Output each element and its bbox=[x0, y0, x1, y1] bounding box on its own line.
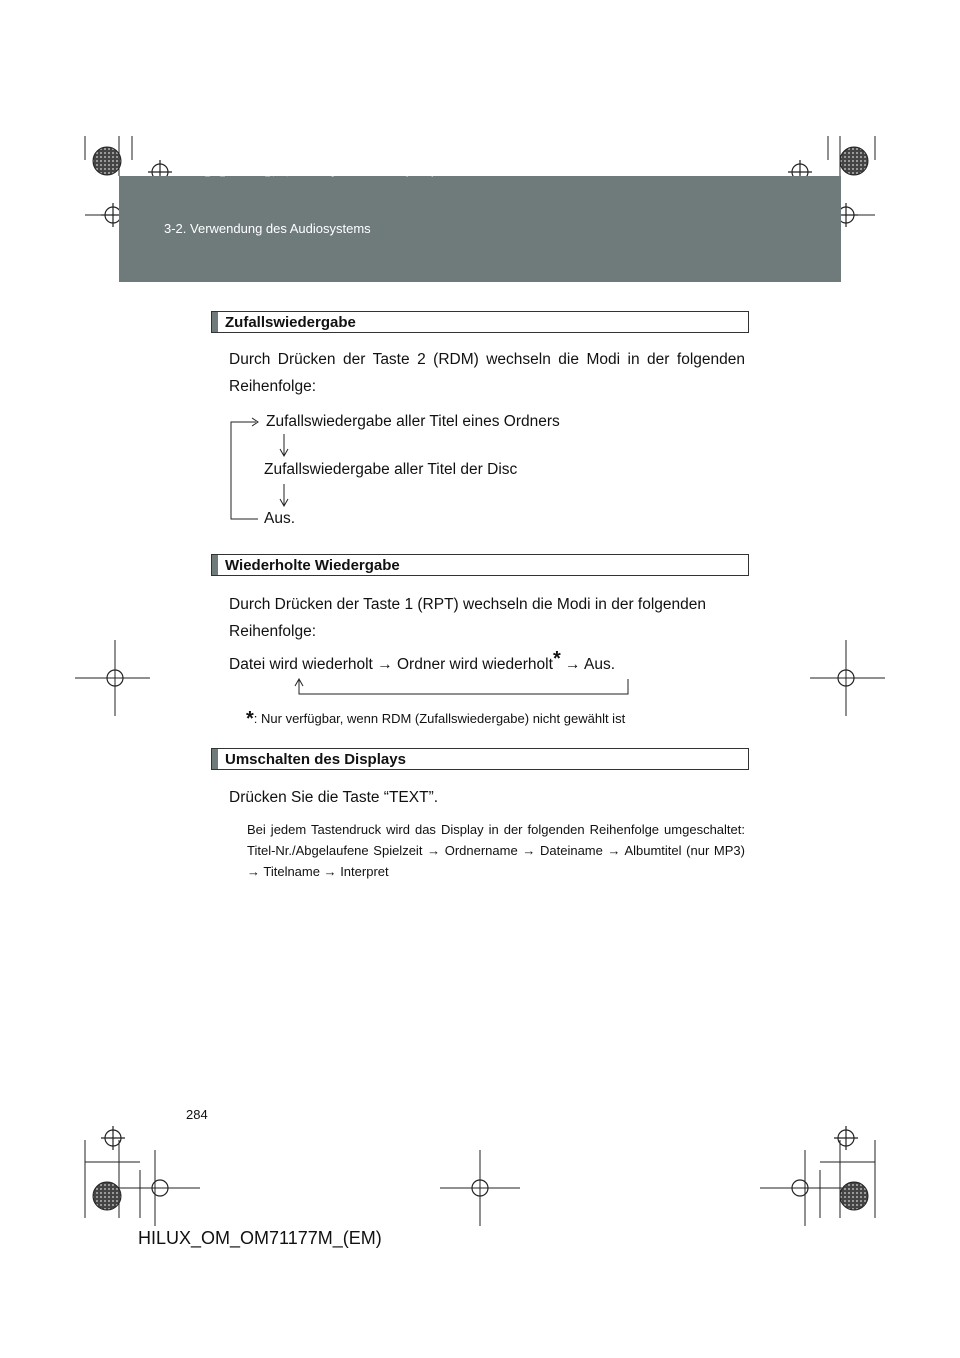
repeat-flow bbox=[229, 648, 615, 674]
arrow-icon: → bbox=[377, 656, 393, 673]
display-intro: Drücken Sie die Taste “TEXT”. bbox=[229, 789, 439, 806]
repeat-intro: Durch Drücken der Taste 1 (RPT) wechseln die Modi in der folgenden Reihenfolge: bbox=[229, 596, 707, 640]
random-step-off: Aus. bbox=[264, 510, 296, 527]
asterisk-mark: * bbox=[552, 648, 561, 670]
random-step-folder: Zufallswiedergabe aller Titel eines Ordners bbox=[266, 413, 560, 430]
random-intro: Durch Drücken der Taste 2 (RDM) wechseln die Modi in der folgenden Reihenfolge: bbox=[229, 351, 745, 395]
document-footer: HILUX_OM_OM71177M_(EM) bbox=[138, 1228, 382, 1248]
page-number: 284 bbox=[186, 1107, 208, 1122]
book-info-line: HILUX_OM_OM71177M_(EM).book Page 284 Wednesday, May 16, 2012 1:28 PM bbox=[180, 168, 522, 177]
heading-accent-bar bbox=[212, 312, 218, 332]
footnote-asterisk: * bbox=[246, 708, 254, 730]
heading-accent-bar bbox=[212, 555, 218, 575]
repeat-footnote bbox=[246, 708, 625, 731]
display-detail: Bei jedem Tastendruck wird das Display in der folgenden Reihenfolge umgeschaltet: Titel-Nr./Abgelaufene Spielzeit → Ordnername → Dateiname → Albumtitel (nur MP3) → Titelname → Interpret bbox=[247, 822, 745, 879]
section-heading-display bbox=[211, 748, 749, 770]
repeat-step-file: Datei wird wiederholt bbox=[229, 656, 373, 673]
footnote-text: : Nur verfügbar, wenn RDM (Zufallswiedergabe) nicht gewählt ist bbox=[253, 711, 626, 726]
random-step-disc: Zufallswiedergabe aller Titel der Disc bbox=[264, 461, 518, 478]
section-heading-repeat bbox=[211, 554, 749, 576]
section-heading-random bbox=[211, 311, 749, 333]
arrow-icon: → bbox=[565, 656, 581, 673]
repeat-step-folder: Ordner wird wiederholt bbox=[397, 656, 553, 673]
heading-accent-bar bbox=[212, 749, 218, 769]
section-breadcrumb: 3-2. Verwendung des Audiosystems bbox=[164, 221, 371, 236]
section-heading-label: Umschalten des Displays bbox=[225, 751, 406, 768]
section-heading-label: Wiederholte Wiedergabe bbox=[225, 557, 400, 574]
repeat-step-off: Aus. bbox=[584, 656, 616, 673]
section-heading-label: Zufallswiedergabe bbox=[225, 314, 356, 331]
